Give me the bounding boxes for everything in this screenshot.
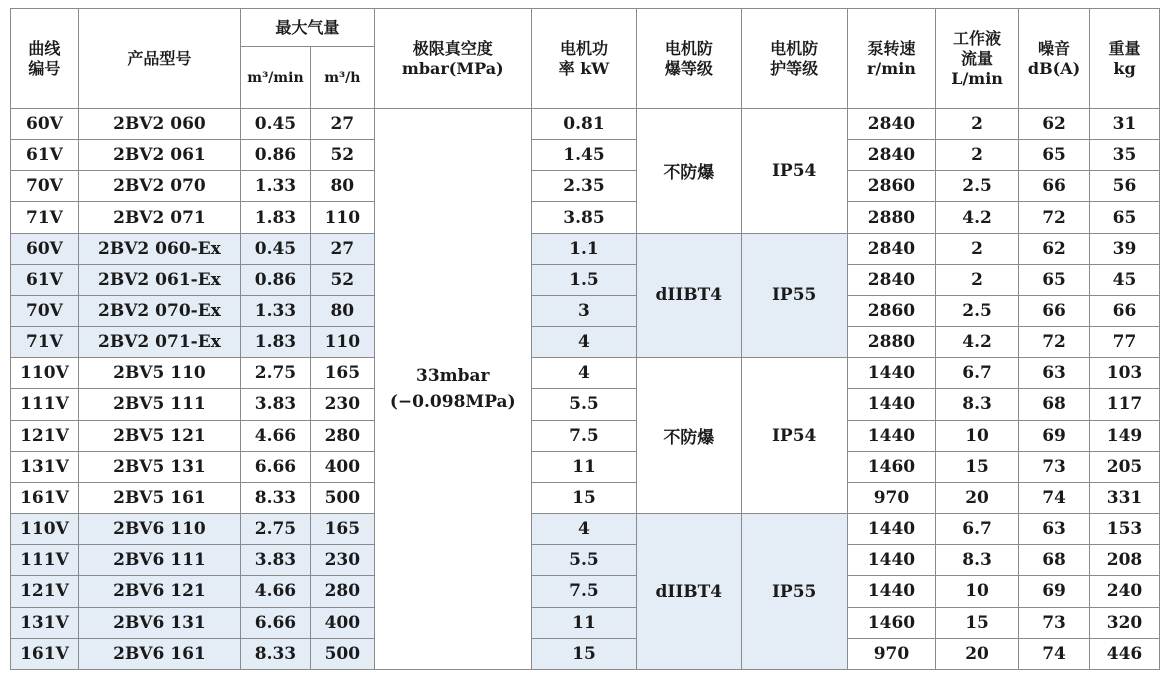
cell-liquid-flow: 4.2 [936,202,1019,233]
cell-liquid-flow: 8.3 [936,545,1019,576]
table-row [11,545,1160,576]
cell-liquid-flow: 2.5 [936,295,1019,326]
cell-liquid-flow: 2 [936,140,1019,171]
cell-protection-grade: IP54 [741,358,847,514]
cell-flow-per-hour: 80 [310,171,374,202]
cell-weight: 66 [1090,295,1160,326]
table-row [11,638,1160,669]
cell-flow-per-hour: 80 [310,295,374,326]
table-row [11,140,1160,171]
cell-motor-power: 1.5 [531,264,636,295]
table-row [11,295,1160,326]
header-pump-speed: 泵转速 r/min [847,9,935,109]
cell-flow-per-min: 0.45 [240,233,310,264]
cell-curve-no: 61V [11,140,79,171]
cell-pump-speed: 2860 [847,171,935,202]
cell-model: 2BV2 061 [78,140,240,171]
header-weight: 重量 kg [1090,9,1160,109]
cell-pump-speed: 1460 [847,451,935,482]
cell-pump-speed: 2840 [847,264,935,295]
cell-curve-no: 110V [11,514,79,545]
cell-flow-per-min: 0.86 [240,140,310,171]
table-header [11,9,1160,109]
cell-noise: 68 [1019,389,1090,420]
cell-noise: 72 [1019,327,1090,358]
cell-liquid-flow: 10 [936,420,1019,451]
header-flow-per-min: m³/min [240,47,310,109]
cell-motor-power: 4 [531,327,636,358]
cell-flow-per-min: 1.83 [240,327,310,358]
cell-protection-grade: IP54 [741,109,847,234]
cell-motor-power: 11 [531,451,636,482]
table-row [11,607,1160,638]
cell-protection-grade: IP55 [741,233,847,358]
cell-flow-per-min: 4.66 [240,576,310,607]
table-row [11,233,1160,264]
cell-model: 2BV6 110 [78,514,240,545]
table-row [11,514,1160,545]
cell-noise: 63 [1019,358,1090,389]
cell-motor-power: 5.5 [531,545,636,576]
header-flow-per-hour: m³/h [310,47,374,109]
cell-curve-no: 161V [11,482,79,513]
cell-weight: 205 [1090,451,1160,482]
cell-curve-no: 121V [11,576,79,607]
cell-noise: 74 [1019,482,1090,513]
cell-weight: 446 [1090,638,1160,669]
cell-curve-no: 60V [11,233,79,264]
cell-pump-speed: 1440 [847,576,935,607]
table-row [11,202,1160,233]
cell-flow-per-hour: 165 [310,358,374,389]
cell-explosion-grade: 不防爆 [637,358,741,514]
cell-protection-grade: IP55 [741,514,847,670]
cell-motor-power: 4 [531,358,636,389]
cell-curve-no: 70V [11,295,79,326]
cell-explosion-grade: dIIBT4 [637,233,741,358]
cell-pump-speed: 970 [847,638,935,669]
table-row [11,576,1160,607]
cell-model: 2BV2 060 [78,109,240,140]
cell-curve-no: 71V [11,202,79,233]
table-row [11,327,1160,358]
cell-noise: 74 [1019,638,1090,669]
cell-flow-per-hour: 52 [310,140,374,171]
cell-liquid-flow: 20 [936,482,1019,513]
cell-flow-per-hour: 165 [310,514,374,545]
cell-vacuum: 33mbar (−0.098MPa) [374,109,531,670]
cell-model: 2BV2 061-Ex [78,264,240,295]
cell-model: 2BV5 110 [78,358,240,389]
cell-weight: 77 [1090,327,1160,358]
table-row [11,264,1160,295]
cell-flow-per-min: 1.33 [240,295,310,326]
header-model: 产品型号 [78,9,240,109]
cell-liquid-flow: 15 [936,451,1019,482]
table-row [11,451,1160,482]
cell-model: 2BV6 121 [78,576,240,607]
cell-model: 2BV2 070-Ex [78,295,240,326]
cell-liquid-flow: 10 [936,576,1019,607]
cell-flow-per-hour: 27 [310,109,374,140]
cell-model: 2BV2 060-Ex [78,233,240,264]
cell-curve-no: 70V [11,171,79,202]
cell-curve-no: 71V [11,327,79,358]
cell-flow-per-hour: 280 [310,576,374,607]
cell-pump-speed: 1440 [847,545,935,576]
cell-flow-per-min: 3.83 [240,545,310,576]
table-row [11,109,1160,140]
table-row [11,171,1160,202]
cell-pump-speed: 1440 [847,514,935,545]
header-motor-power: 电机功 率 kW [531,9,636,109]
cell-noise: 62 [1019,109,1090,140]
cell-explosion-grade: dIIBT4 [637,514,741,670]
cell-motor-power: 4 [531,514,636,545]
cell-curve-no: 131V [11,451,79,482]
cell-model: 2BV5 131 [78,451,240,482]
header-max-flow: 最大气量 [240,9,374,47]
table-row [11,389,1160,420]
cell-weight: 117 [1090,389,1160,420]
cell-explosion-grade: 不防爆 [637,109,741,234]
table-row [11,420,1160,451]
cell-weight: 331 [1090,482,1160,513]
cell-flow-per-min: 6.66 [240,451,310,482]
cell-motor-power: 15 [531,638,636,669]
cell-weight: 149 [1090,420,1160,451]
cell-motor-power: 0.81 [531,109,636,140]
cell-curve-no: 121V [11,420,79,451]
cell-noise: 65 [1019,264,1090,295]
cell-noise: 66 [1019,295,1090,326]
cell-model: 2BV5 161 [78,482,240,513]
header-vacuum: 极限真空度 mbar(MPa) [374,9,531,109]
cell-noise: 73 [1019,607,1090,638]
cell-noise: 63 [1019,514,1090,545]
cell-motor-power: 1.1 [531,233,636,264]
header-liquid-flow: 工作液 流量 L/min [936,9,1019,109]
cell-flow-per-hour: 230 [310,389,374,420]
cell-noise: 69 [1019,420,1090,451]
cell-motor-power: 1.45 [531,140,636,171]
header-explosion-grade: 电机防 爆等级 [637,9,741,109]
cell-flow-per-min: 1.83 [240,202,310,233]
cell-noise: 66 [1019,171,1090,202]
cell-liquid-flow: 2 [936,264,1019,295]
header-protection-grade: 电机防 护等级 [741,9,847,109]
cell-pump-speed: 2860 [847,295,935,326]
cell-flow-per-min: 8.33 [240,638,310,669]
cell-motor-power: 3.85 [531,202,636,233]
cell-flow-per-hour: 400 [310,451,374,482]
cell-liquid-flow: 15 [936,607,1019,638]
header-curve-no: 曲线 编号 [11,9,79,109]
cell-weight: 65 [1090,202,1160,233]
table-row [11,482,1160,513]
cell-motor-power: 7.5 [531,576,636,607]
cell-pump-speed: 1440 [847,389,935,420]
cell-flow-per-hour: 110 [310,327,374,358]
cell-curve-no: 111V [11,389,79,420]
cell-weight: 35 [1090,140,1160,171]
cell-motor-power: 3 [531,295,636,326]
cell-curve-no: 111V [11,545,79,576]
cell-pump-speed: 2840 [847,109,935,140]
cell-flow-per-hour: 230 [310,545,374,576]
cell-noise: 65 [1019,140,1090,171]
cell-motor-power: 2.35 [531,171,636,202]
cell-liquid-flow: 2 [936,109,1019,140]
cell-flow-per-hour: 500 [310,638,374,669]
cell-model: 2BV6 111 [78,545,240,576]
cell-curve-no: 161V [11,638,79,669]
cell-curve-no: 61V [11,264,79,295]
cell-flow-per-min: 8.33 [240,482,310,513]
cell-model: 2BV2 070 [78,171,240,202]
cell-liquid-flow: 6.7 [936,514,1019,545]
cell-flow-per-min: 2.75 [240,358,310,389]
cell-liquid-flow: 2.5 [936,171,1019,202]
cell-flow-per-hour: 280 [310,420,374,451]
cell-flow-per-min: 0.86 [240,264,310,295]
cell-motor-power: 15 [531,482,636,513]
cell-model: 2BV6 131 [78,607,240,638]
cell-model: 2BV5 121 [78,420,240,451]
cell-pump-speed: 1440 [847,358,935,389]
pump-spec-table [10,8,1160,670]
cell-curve-no: 60V [11,109,79,140]
cell-liquid-flow: 4.2 [936,327,1019,358]
cell-flow-per-min: 1.33 [240,171,310,202]
cell-weight: 103 [1090,358,1160,389]
cell-curve-no: 110V [11,358,79,389]
cell-liquid-flow: 6.7 [936,358,1019,389]
cell-motor-power: 11 [531,607,636,638]
cell-liquid-flow: 8.3 [936,389,1019,420]
cell-flow-per-hour: 27 [310,233,374,264]
cell-weight: 320 [1090,607,1160,638]
cell-flow-per-min: 6.66 [240,607,310,638]
cell-liquid-flow: 2 [936,233,1019,264]
cell-model: 2BV5 111 [78,389,240,420]
cell-weight: 56 [1090,171,1160,202]
cell-weight: 31 [1090,109,1160,140]
cell-weight: 240 [1090,576,1160,607]
cell-flow-per-hour: 110 [310,202,374,233]
spec-table-frame [10,8,1160,670]
cell-motor-power: 5.5 [531,389,636,420]
cell-weight: 153 [1090,514,1160,545]
table-row [11,358,1160,389]
cell-weight: 208 [1090,545,1160,576]
header-noise: 噪音 dB(A) [1019,9,1090,109]
cell-noise: 69 [1019,576,1090,607]
cell-flow-per-hour: 400 [310,607,374,638]
cell-model: 2BV2 071 [78,202,240,233]
cell-noise: 62 [1019,233,1090,264]
cell-flow-per-min: 0.45 [240,109,310,140]
cell-motor-power: 7.5 [531,420,636,451]
cell-flow-per-min: 3.83 [240,389,310,420]
cell-flow-per-min: 4.66 [240,420,310,451]
cell-flow-per-hour: 52 [310,264,374,295]
cell-weight: 45 [1090,264,1160,295]
cell-noise: 68 [1019,545,1090,576]
cell-noise: 72 [1019,202,1090,233]
cell-pump-speed: 1460 [847,607,935,638]
cell-weight: 39 [1090,233,1160,264]
cell-curve-no: 131V [11,607,79,638]
cell-pump-speed: 970 [847,482,935,513]
cell-pump-speed: 1440 [847,420,935,451]
cell-noise: 73 [1019,451,1090,482]
cell-pump-speed: 2840 [847,233,935,264]
cell-model: 2BV6 161 [78,638,240,669]
cell-liquid-flow: 20 [936,638,1019,669]
cell-pump-speed: 2880 [847,202,935,233]
table-body [11,109,1160,670]
cell-model: 2BV2 071-Ex [78,327,240,358]
cell-pump-speed: 2880 [847,327,935,358]
cell-flow-per-hour: 500 [310,482,374,513]
cell-pump-speed: 2840 [847,140,935,171]
cell-flow-per-min: 2.75 [240,514,310,545]
